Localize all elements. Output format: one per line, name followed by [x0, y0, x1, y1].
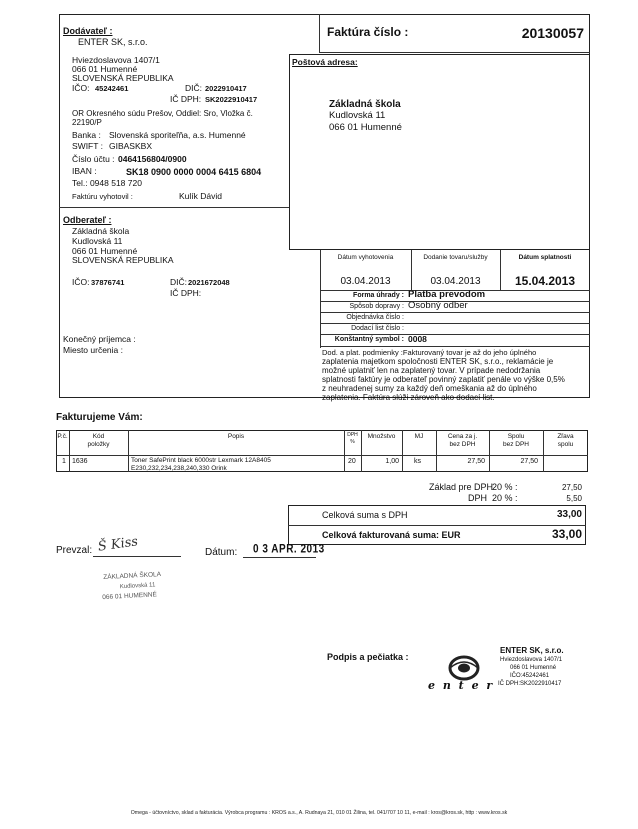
supplier-street: Hviezdoslavova 1407/1: [72, 55, 160, 65]
details-line-2: [320, 312, 590, 313]
col-total-2: bez DPH: [502, 441, 529, 448]
row-code: 1636: [72, 458, 88, 465]
customer-dic: 2021672048: [188, 278, 230, 287]
row-price: 27,50: [467, 458, 485, 465]
received-sign-line: [93, 556, 181, 557]
due-date-label: Dátum splatnosti: [518, 254, 572, 261]
terms-line-4: splatnosti faktúry je odberateľ povinný zaplatiť penále vo výške 0,5%: [322, 375, 565, 384]
col-discount-1: Zľava: [557, 433, 574, 440]
postal-street: Kudlovská 11: [329, 110, 386, 121]
signature-stamp-label: Podpis a pečiatka :: [327, 652, 409, 662]
row-vat: 20: [348, 458, 356, 465]
received-date-label: Dátum:: [205, 547, 238, 558]
col-pc: P.č.: [57, 433, 68, 440]
supplier-iban: SK18 0900 0000 0004 6415 6804: [126, 167, 262, 177]
details-line-5: [320, 346, 590, 347]
order-label: Objednávka číslo :: [346, 314, 404, 321]
postal-name: Základná škola: [329, 99, 401, 110]
constant-symbol-value: 0008: [408, 334, 427, 344]
vat-base-value: 27,50: [561, 483, 582, 492]
terms-line-1: Dod. a plat. podmienky :Fakturovaný tovar je až do jeho úplného: [322, 348, 537, 357]
customer-heading: Odberateľ :: [63, 215, 112, 225]
delivery-date-label: Dodanie tovaru/služby: [423, 254, 488, 261]
supplier-heading: Dodávateľ :: [63, 26, 113, 36]
customer-ico-label: IČO:: [72, 277, 90, 287]
customer-icdph-label: IČ DPH:: [170, 288, 202, 298]
vat-base-label: Základ pre DPH: [429, 482, 494, 492]
company-stamp-icdph: IČ DPH:SK2022910417: [498, 681, 562, 687]
invoice-number-label: Faktúra číslo :: [327, 25, 409, 39]
header-divider: [319, 14, 320, 52]
supplier-issuer-label: Faktúru vyhotovil :: [72, 192, 133, 201]
row-desc-2: E230,232,234,238,240,330 Orink: [131, 465, 227, 472]
company-stamp-street: Hviezdoslavova 1407/1: [500, 657, 563, 663]
col-code-2: položky: [87, 441, 110, 448]
supplier-dic: 2022910417: [205, 84, 247, 93]
footer-text: Omega - účtovníctvo, sklad a fakturácia. Výrobca programu : KROS a.s., A. Rudnaya 21, 010 01 Žilina, tel. 041/707 10 11, e-mail : kros@kros.sk, http : www.kros.sk: [130, 810, 508, 816]
terms-line-2: zaplatenia majetkom spoločnosti ENTER SK, s.r.o., reklamácie je: [322, 357, 554, 366]
due-date: 15.04.2013: [514, 274, 576, 288]
received-signature: Š Kiss: [97, 534, 139, 555]
row-unit: ks: [414, 458, 421, 465]
company-stamp-city: 066 01 Humenné: [510, 665, 557, 671]
col-vat-2: %: [350, 439, 355, 445]
company-stamp-ico: IČO:45242461: [510, 673, 550, 679]
grand-total-value: 33,00: [551, 527, 582, 541]
col-code-1: Kód: [92, 433, 105, 440]
issue-date-label: Dátum vyhotovenia: [337, 254, 394, 261]
postal-heading: Poštová adresa:: [292, 57, 358, 67]
col-vat-1: DPH: [347, 432, 358, 438]
supplier-register-1: OR Okresného súdu Prešov, Oddiel: Sro, Vložka č.: [72, 109, 253, 118]
supplier-icdph: SK2022910417: [205, 95, 258, 104]
col-qty: Množstvo: [367, 433, 396, 440]
customer-final-recipient-label: Konečný príjemca :: [63, 334, 136, 344]
constant-symbol-label: Konštantný symbol :: [334, 336, 404, 343]
company-stamp-name: ENTER SK, s.r.o.: [500, 646, 564, 655]
customer-ico: 37876741: [91, 278, 125, 287]
school-stamp: [97, 570, 189, 611]
school-stamp-line-3: 066 01 HUMENNÉ: [102, 591, 158, 602]
customer-city: 066 01 Humenné: [72, 246, 138, 256]
school-stamp-line-2: Kudlovská 11: [119, 582, 156, 591]
terms-line-5: z neuhradenej sumy za každý deň omeškania až do úplného: [322, 384, 537, 393]
customer-destination-label: Miesto určenia :: [63, 345, 123, 355]
received-label: Prevzal:: [56, 545, 93, 556]
customer-name: Základná škola: [72, 226, 130, 236]
customer-dic-label: DIČ:: [170, 277, 187, 287]
supplier-city: 066 01 Humenné: [72, 64, 138, 74]
col-unit: MJ: [414, 433, 424, 440]
issue-date: 03.04.2013: [340, 276, 391, 287]
supplier-swift-label: SWIFT :: [72, 141, 104, 151]
supplier-dic-label: DIČ:: [185, 83, 202, 93]
grand-total-label: Celková fakturovaná suma: EUR: [322, 530, 461, 540]
row-pc: 1: [62, 458, 66, 465]
supplier-iban-label: IBAN :: [72, 166, 97, 176]
row-total: 27,50: [520, 458, 538, 465]
vat-rate: 20 % :: [492, 493, 518, 503]
terms-line-6: zaplatenia. Faktúra slúži zároveň ako dodací list.: [322, 393, 495, 402]
payment-label: Forma úhrady :: [353, 292, 404, 299]
postal-address-box: [289, 54, 590, 250]
sum-with-vat-value: 33,00: [556, 509, 582, 520]
supplier-swift: GIBASKBX: [109, 141, 152, 151]
totals-divider: [288, 525, 586, 526]
supplier-icdph-label: IČ DPH:: [170, 94, 202, 104]
supplier-register-2: 22190/P: [72, 118, 102, 127]
row-qty: 1,00: [385, 458, 399, 465]
col-desc: Popis: [227, 433, 245, 440]
supplier-phone: Tel.: 0948 518 720: [72, 178, 142, 188]
delivery-note-label: Dodací list číslo :: [351, 325, 404, 332]
col-total-1: Spolu: [507, 433, 525, 440]
items-header-line: [56, 455, 588, 456]
col-discount-2: spolu: [557, 441, 574, 448]
customer-street: Kudlovská 11: [72, 236, 123, 246]
sum-with-vat-label: Celková suma s DPH: [322, 510, 408, 520]
supplier-name: ENTER SK, s.r.o.: [78, 37, 148, 47]
enter-logo-text: e n t e r: [428, 679, 495, 692]
supplier-customer-divider: [59, 207, 289, 208]
header-bottom-line: [319, 52, 590, 53]
supplier-account-label: Číslo účtu :: [72, 154, 115, 164]
supplier-ico-label: IČO:: [72, 83, 90, 93]
vat-base-rate: 20 % :: [492, 482, 518, 492]
details-line-3: [320, 323, 590, 324]
transport-label: Spôsob dopravy :: [349, 303, 404, 310]
details-line-4: [320, 334, 590, 335]
supplier-issuer: Kulík Dávid: [179, 191, 222, 201]
col-price-2: bez DPH: [449, 441, 476, 448]
row-desc-1: Toner SafePrint black 6000str Lexmark 12A8405: [131, 457, 271, 464]
vat-value: 5,50: [566, 494, 582, 503]
invoice-number: 20130057: [521, 25, 584, 41]
supplier-bank: Slovenská sporiteľňa, a.s. Humenné: [109, 130, 246, 140]
delivery-date: 03.04.2013: [430, 276, 481, 287]
supplier-account: 0464156804/0900: [118, 154, 187, 164]
vat-label: DPH: [468, 493, 488, 503]
company-stamp: [420, 640, 578, 696]
received-date-line: [243, 557, 316, 558]
school-stamp-line-1: ZÁKLADNÁ ŠKOLA: [103, 571, 162, 582]
supplier-ico: 45242461: [95, 84, 129, 93]
supplier-bank-label: Banka :: [72, 130, 101, 140]
customer-country: SLOVENSKÁ REPUBLIKA: [72, 255, 174, 265]
transport-value: Osobný odber: [408, 300, 468, 311]
payment-value: Platba prevodom: [408, 289, 486, 300]
supplier-country: SLOVENSKÁ REPUBLIKA: [72, 73, 174, 83]
col-price-1: Cena za j.: [447, 433, 478, 440]
items-heading: Fakturujeme Vám:: [56, 412, 143, 423]
postal-city: 066 01 Humenné: [329, 122, 402, 133]
terms-line-3: možné uplatniť len na zaplatený tovar. V prípade nedodržania: [322, 366, 541, 375]
received-date: 0 3 APR. 2013: [253, 542, 325, 557]
